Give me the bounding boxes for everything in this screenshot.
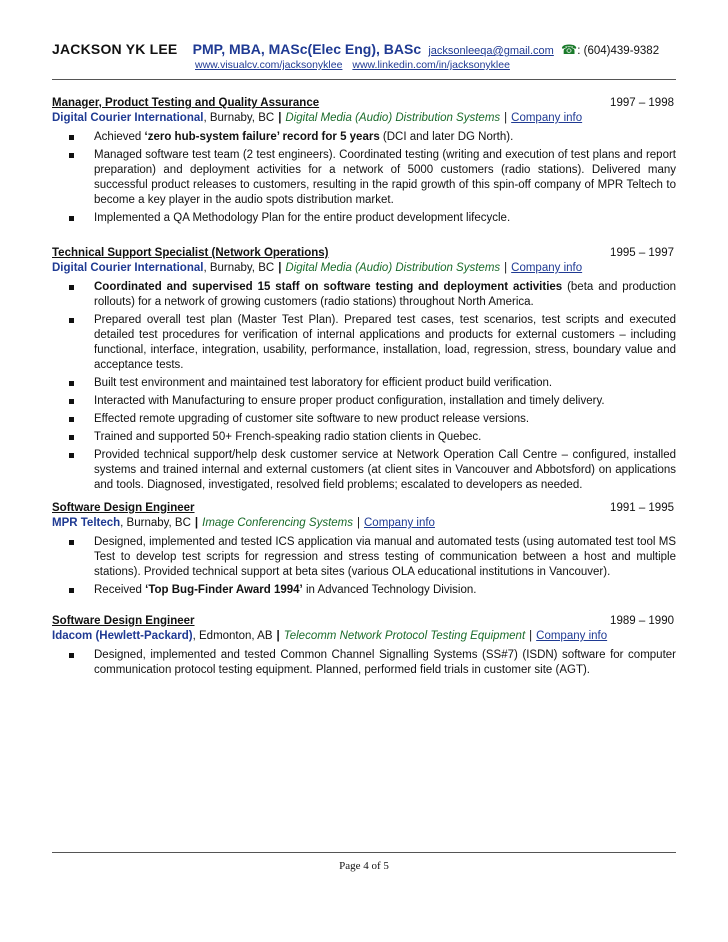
responsibility-list xyxy=(52,280,676,493)
square-bullet-icon xyxy=(69,453,74,458)
visualcv-link[interactable]: www.visualcv.com/jacksonyklee xyxy=(195,59,343,71)
responsibility-item xyxy=(52,430,676,445)
responsibility-item xyxy=(52,412,676,427)
responsibility-item xyxy=(52,583,676,598)
bullet-highlight: ‘Top Bug-Finder Award 1994’ xyxy=(145,584,303,596)
bullet-highlight: Coordinated and supervised 15 staff on software testing and deployment activities xyxy=(94,281,563,293)
company-info-link[interactable]: Company info xyxy=(364,517,435,529)
square-bullet-icon xyxy=(69,588,74,593)
job-title: Manager, Product Testing and Quality Assurance xyxy=(52,97,320,109)
job-entry xyxy=(52,96,676,229)
square-bullet-icon xyxy=(69,381,74,386)
bullet-text: Received xyxy=(94,584,146,596)
bullet-text: Effected remote upgrading of customer site software to new product release versions. xyxy=(94,413,530,425)
separator: | xyxy=(504,112,508,124)
resume-header xyxy=(52,40,676,71)
responsibility-item xyxy=(52,148,676,208)
page-number: Page 4 of 5 xyxy=(339,860,389,872)
profile-links xyxy=(195,59,517,71)
responsibility-item xyxy=(52,313,676,373)
company-division: Telecomm Network Protocol Testing Equipment xyxy=(283,630,526,642)
phone-number: (604)439-9382 xyxy=(583,45,660,57)
bullet-text: Trained and supported 50+ French-speaking radio station clients in Quebec. xyxy=(94,431,482,443)
resume-page xyxy=(52,0,676,942)
responsibility-item xyxy=(52,648,676,678)
company-location: , Burnaby, BC xyxy=(120,517,191,529)
responsibility-item xyxy=(52,130,676,145)
separator: | xyxy=(278,262,282,274)
company-division: Digital Media (Audio) Distribution Systems xyxy=(285,262,501,274)
email-link[interactable]: jacksonleeqa@gmail.com xyxy=(428,45,554,57)
square-bullet-icon xyxy=(69,318,74,323)
separator: | xyxy=(357,517,360,529)
square-bullet-icon xyxy=(69,417,74,422)
square-bullet-icon xyxy=(69,435,74,440)
bullet-text: Implemented a QA Methodology Plan for the entire product development lifecycle. xyxy=(94,212,511,224)
bullet-text-end: (beta and production rollouts) for a network of growing customers (radio stations) throughout North America. xyxy=(94,281,676,308)
header-divider xyxy=(52,79,676,80)
square-bullet-icon xyxy=(69,540,74,545)
bullet-text: Provided technical support/help desk customer service at Network Operation Call Centre – configured, installed systems and trained internal and external customers (at client sites in Vancouver and Abbotsford) on applications and tools. Diagnosed, investigated, resolved field problems; escalated to developers as needed. xyxy=(94,449,676,491)
responsibility-list xyxy=(52,648,676,678)
job-dates: 1997 – 1998 xyxy=(610,97,674,109)
company-row xyxy=(52,261,676,276)
company-name: MPR Teltech xyxy=(52,517,121,529)
separator: | xyxy=(194,517,199,529)
job-title-row xyxy=(52,614,676,629)
bullet-highlight: ‘zero hub-system failure’ record for 5 years xyxy=(144,131,380,143)
company-location: , Edmonton, AB xyxy=(192,630,273,642)
responsibility-list xyxy=(52,130,676,226)
job-dates: 1989 – 1990 xyxy=(610,615,674,627)
job-entry xyxy=(52,246,676,496)
company-row xyxy=(52,629,676,644)
bullet-text: Designed, implemented and tested ICS application via manual and automated tests (using automated test tool MS Test to develop test scripts for regression and stress testing of communication between a host and multiple stations). Provided technical support at beta sites (various OLA educational institutions in Vancouver). xyxy=(94,536,676,578)
company-location: , Burnaby, BC xyxy=(203,262,275,274)
footer-divider xyxy=(52,852,676,853)
bullet-text: Designed, implemented and tested Common Channel Signalling Systems (SS#7) (ISDN) software for computer communication protocol testing equipment. Planned, performed field trials in customer site (AGT). xyxy=(94,649,676,676)
candidate-name: JACKSON YK LEE xyxy=(52,41,178,57)
responsibility-list xyxy=(52,535,676,598)
bullet-text: Interacted with Manufacturing to ensure proper product configuration, installation and timely delivery. xyxy=(94,395,605,407)
square-bullet-icon xyxy=(69,216,74,221)
bullet-text-end: (DCI and later DG North). xyxy=(379,131,514,143)
job-title-row xyxy=(52,501,676,516)
job-title: Software Design Engineer xyxy=(52,615,195,627)
separator: | xyxy=(278,112,282,124)
responsibility-item xyxy=(52,280,676,310)
company-name: Idacom (Hewlett-Packard) xyxy=(52,630,193,642)
responsibility-item xyxy=(52,448,676,493)
separator: | xyxy=(504,262,508,274)
square-bullet-icon xyxy=(69,285,74,290)
company-location: , Burnaby, BC xyxy=(203,112,275,124)
square-bullet-icon xyxy=(69,135,74,140)
job-entry xyxy=(52,501,676,601)
separator: | xyxy=(529,630,533,642)
responsibility-item xyxy=(52,211,676,226)
header-line xyxy=(52,40,676,58)
responsibility-item xyxy=(52,535,676,580)
bullet-text: Managed software test team (2 test engineers). Coordinated testing (writing and execution of test plans and report preparation) and deployment activities for a network of 5000 customers (radio stations). Delivered many successful product releases to customers, resulting in the rapid growth of this spin-off company of MPR Teltech to become a key player in the audio spots distribution market. xyxy=(94,149,676,206)
telephone-icon: ☎ xyxy=(561,42,578,57)
square-bullet-icon xyxy=(69,653,74,658)
job-title: Software Design Engineer xyxy=(52,502,195,514)
phone-prefix: : xyxy=(577,45,581,57)
job-title: Technical Support Specialist (Network Operations) xyxy=(52,247,329,259)
square-bullet-icon xyxy=(69,153,74,158)
bullet-text: Achieved xyxy=(94,131,145,143)
company-name: Digital Courier International xyxy=(52,262,204,274)
bullet-text: Prepared overall test plan (Master Test Plan). Prepared test cases, test scenarios, test scripts and executed detailed test procedures for verification of internal applications and products for external customers – including functional, interface, integration, usability, performance, installation, load, regression, stress, boundary value and acceptance tests. xyxy=(94,314,676,371)
company-row xyxy=(52,111,676,126)
bullet-text: Built test environment and maintained test laboratory for efficient product build verification. xyxy=(94,377,553,389)
job-title-row xyxy=(52,96,676,111)
candidate-credentials: PMP, MBA, MASc(Elec Eng), BASc xyxy=(192,41,422,57)
job-entry xyxy=(52,614,676,681)
square-bullet-icon xyxy=(69,399,74,404)
job-title-row xyxy=(52,246,676,261)
company-division: Image Conferencing Systems xyxy=(202,517,353,529)
company-info-link[interactable]: Company info xyxy=(511,112,583,124)
bullet-text-end: in Advanced Technology Division. xyxy=(302,584,477,596)
job-dates: 1995 – 1997 xyxy=(610,247,674,259)
linkedin-link[interactable]: www.linkedin.com/in/jacksonyklee xyxy=(352,59,510,71)
company-row xyxy=(52,516,676,531)
job-dates: 1991 – 1995 xyxy=(610,502,674,514)
responsibility-item xyxy=(52,376,676,391)
responsibility-item xyxy=(52,394,676,409)
company-info-link[interactable]: Company info xyxy=(511,262,583,274)
separator: | xyxy=(276,630,280,642)
company-name: Digital Courier International xyxy=(52,112,204,124)
company-division: Digital Media (Audio) Distribution Systems xyxy=(285,112,501,124)
company-info-link[interactable]: Company info xyxy=(536,630,608,642)
